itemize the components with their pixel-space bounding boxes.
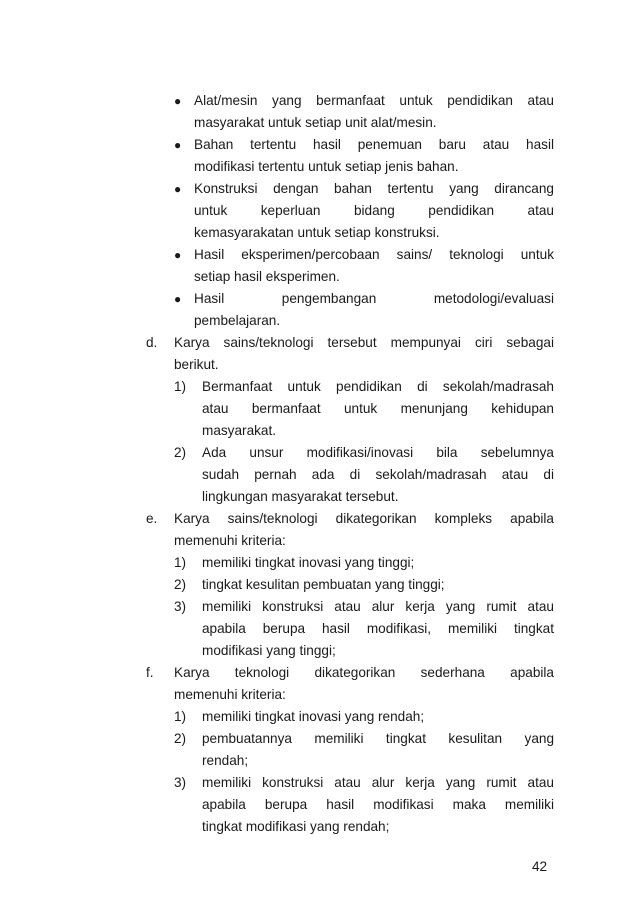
bullet-marker: ● bbox=[174, 94, 182, 108]
section-e-line-1: Karya sains/teknologi dikategorikan kompleks apabila bbox=[174, 511, 554, 526]
bullet-2-line-2: modifikasi tertentu untuk setiap jenis bahan. bbox=[194, 159, 459, 174]
bullet-3-line-1: Konstruksi dengan bahan tertentu yang dirancang bbox=[194, 181, 554, 196]
section-f-item-3-line-3: tingkat modifikasi yang rendah; bbox=[202, 819, 390, 834]
section-f-line-2: memenuhi kriteria: bbox=[174, 687, 286, 702]
bullet-marker: ● bbox=[174, 138, 182, 152]
section-d-item-1-number: 1) bbox=[174, 379, 187, 394]
section-e-item-1-line-1: memiliki tingkat inovasi yang tinggi; bbox=[202, 555, 415, 570]
section-e-item-2-line-1: tingkat kesulitan pembuatan yang tinggi; bbox=[202, 577, 445, 592]
bullet-5-line-1: Hasil pengembangan metodologi/evaluasi bbox=[194, 291, 554, 306]
section-e-item-1-number: 1) bbox=[174, 555, 187, 570]
section-e-item-3-line-1: memiliki konstruksi atau alur kerja yang rumit atau bbox=[202, 599, 554, 614]
bullet-2-line-1: Bahan tertentu hasil penemuan baru atau hasil bbox=[194, 137, 554, 152]
bullet-marker: ● bbox=[174, 182, 182, 196]
section-f-item-2-number: 2) bbox=[174, 731, 187, 746]
section-d-item-2-line-1: Ada unsur modifikasi/inovasi bila sebelumnya bbox=[202, 445, 554, 460]
section-f-item-1-line-1: memiliki tingkat inovasi yang rendah; bbox=[202, 709, 425, 724]
bullet-marker: ● bbox=[174, 292, 182, 306]
section-e-line-2: memenuhi kriteria: bbox=[174, 533, 286, 548]
section-e-item-3-number: 3) bbox=[174, 599, 187, 614]
section-e-item-3-line-3: modifikasi yang tinggi; bbox=[202, 643, 336, 658]
section-d-item-1-line-2: atau bermanfaat untuk menunjang kehidupan bbox=[202, 401, 554, 416]
bullet-4-line-1: Hasil eksperimen/percobaan sains/ teknologi untuk bbox=[194, 247, 554, 262]
section-d-line-2: berikut. bbox=[174, 357, 219, 372]
section-f-line-1: Karya teknologi dikategorikan sederhana apabila bbox=[174, 665, 554, 680]
section-e-item-3-line-2: apabila berupa hasil modifikasi, memiliki tingkat bbox=[202, 621, 554, 636]
section-f-item-2-line-2: rendah; bbox=[202, 753, 249, 768]
page-number: 42 bbox=[532, 859, 548, 874]
section-e-letter: e. bbox=[146, 511, 158, 526]
bullet-3-line-2: untuk keperluan bidang pendidikan atau bbox=[194, 203, 554, 218]
bullet-marker: ● bbox=[174, 248, 182, 262]
section-d-item-1-line-3: masyarakat. bbox=[202, 423, 277, 438]
section-f-item-2-line-1: pembuatannya memiliki tingkat kesulitan yang bbox=[202, 731, 554, 746]
section-d-letter: d. bbox=[146, 335, 158, 350]
section-d-item-2-line-3: lingkungan masyarakat tersebut. bbox=[202, 489, 399, 504]
section-f-item-3-line-2: apabila berupa hasil modifikasi maka memiliki bbox=[202, 797, 554, 812]
section-e-item-2-number: 2) bbox=[174, 577, 187, 592]
bullet-1-line-1: Alat/mesin yang bermanfaat untuk pendidikan atau bbox=[194, 93, 554, 108]
section-f-letter: f. bbox=[146, 665, 154, 680]
section-f-item-1-number: 1) bbox=[174, 709, 187, 724]
section-f-item-3-number: 3) bbox=[174, 775, 187, 790]
bullet-5-line-2: pembelajaran. bbox=[194, 313, 281, 328]
bullet-4-line-2: setiap hasil eksperimen. bbox=[194, 269, 340, 284]
section-d-item-2-line-2: sudah pernah ada di sekolah/madrasah atau di bbox=[202, 467, 554, 482]
section-d-item-1-line-1: Bermanfaat untuk pendidikan di sekolah/madrasah bbox=[202, 379, 554, 394]
section-d-line-1: Karya sains/teknologi tersebut mempunyai ciri sebagai bbox=[174, 335, 554, 350]
section-d-item-2-number: 2) bbox=[174, 445, 187, 460]
bullet-1-line-2: masyarakat untuk setiap unit alat/mesin. bbox=[194, 115, 437, 130]
section-f-item-3-line-1: memiliki konstruksi atau alur kerja yang rumit atau bbox=[202, 775, 554, 790]
bullet-3-line-3: kemasyarakatan untuk setiap konstruksi. bbox=[194, 225, 440, 240]
